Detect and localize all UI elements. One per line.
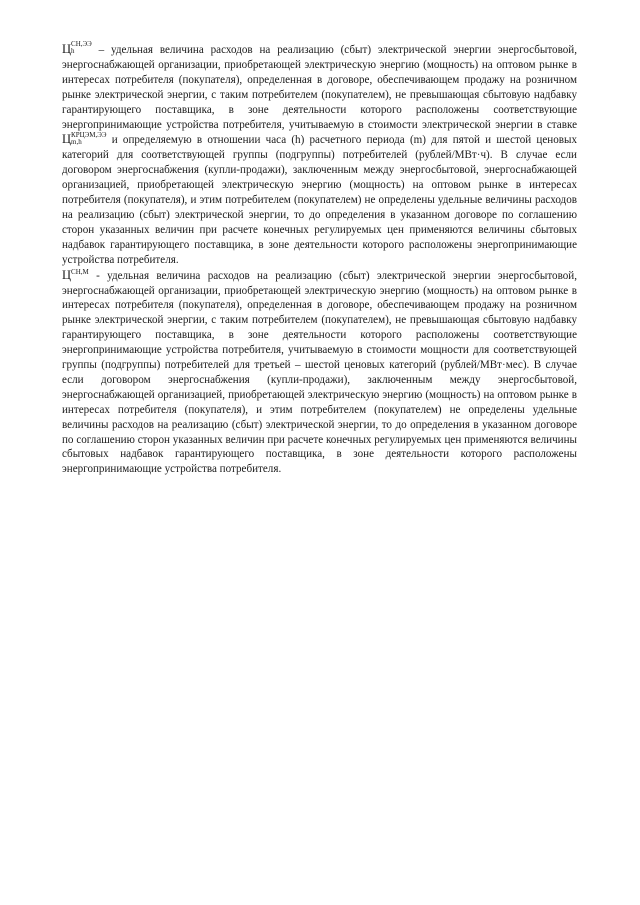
paragraph1-text-part-b: и определяемую в отношении часа (h) расчетного периода (m) для пятой и шестой ценовых категорий для соответствующей группы (подгруппы) потребителей (рублей/МВт·ч). В случае если договором энергоснабжения (купли-продажи), заключенным между энергосбытовой, энергоснабжающей организацией, приобретающей электрическую энергию (мощность) на оптовом рынке в интересах потребителя (покупателя), и этим потребителем (покупателем) не определены удельные величины расходов на реализацию (сбыт) электрической энергии, то до определения в указанном договоре по соглашению сторон указанных величин при расчете конечных регулируемых цен применяются величины сбытовых надбавок гарантирующего поставщика, в зоне деятельности которого расположены энергопринимающие устройства потребителя. [62,134,577,266]
symbol2-subscript: m,h [71,137,82,146]
paragraph2-text: - удельная величина расходов на реализацию (сбыт) электрической энергии энергосбытовой, энергоснабжающей организации, приобретающей электрическую энергию (мощность) на оптовом рынке в интересах потребителя (покупателя), определенная в договоре, обеспечивающем продажу на розничном рынке электрической энергии, с таким потребителем (покупателем), не превышающая сбытовую надбавку гарантирующего поставщика, в зоне деятельности которого расположены соответствующие энергопринимающие устройства потребителя, учитываемую в стоимости мощности для соответствующей группы (подгруппы) потребителей для третьей – шестой ценовых категорий (рублей/МВт·мес). В случае если договором энергоснабжения (купли-продажи), заключенным между энергосбытовой, энергоснабжающей организацией, приобретающей электрическую энергию (мощность) на оптовом рынке в интересах потребителя (покупателя), и этим потребителем (покупателем) не определены удельные величины расходов на реализацию (сбыт) электрической энергии, то до определения в указанном договоре по соглашению сторон указанных величин при расчете конечных регулируемых цен применяются величины сбытовых надбавок гарантирующего поставщика, в зоне деятельности которого расположены энергопринимающие устройства потребителя. [62,269,577,476]
document-page [62,42,577,477]
symbol2-superscript: КРЦЭМ,ЭЭ [71,130,107,139]
symbol-markup-energy: Ц СН,ЭЭ h [62,40,92,56]
paragraph1-text-part-a: – удельная величина расходов на реализацию (сбыт) электрической энергии энергосбытовой, энергоснабжающей организации, приобретающей электрическую энергию (мощность) на оптовом рынке в интересах потребителя (покупателя), определенная в договоре, обеспечивающем продажу на розничном рынке электрической энергии, с таким потребителем (покупателем), не превышающая сбытовую надбавку гарантирующего поставщика, в зоне деятельности которого расположены соответствующие энергопринимающие устройства потребителя, учитываемую в стоимости электрической энергии в ставке [62,44,577,131]
symbol-subscript: h [71,47,75,56]
symbol-energy-price-rate: Ц КРЦЭМ,ЭЭ m,h [62,130,107,147]
paragraph-energy-markup-definition [62,42,577,268]
paragraph-capacity-markup-definition [62,268,577,478]
symbol-superscript: СН,ЭЭ [71,40,92,49]
symbol-superscript: СН,М [71,267,89,276]
symbol-markup-capacity: $Ц^{СН,М}$ [62,267,89,282]
